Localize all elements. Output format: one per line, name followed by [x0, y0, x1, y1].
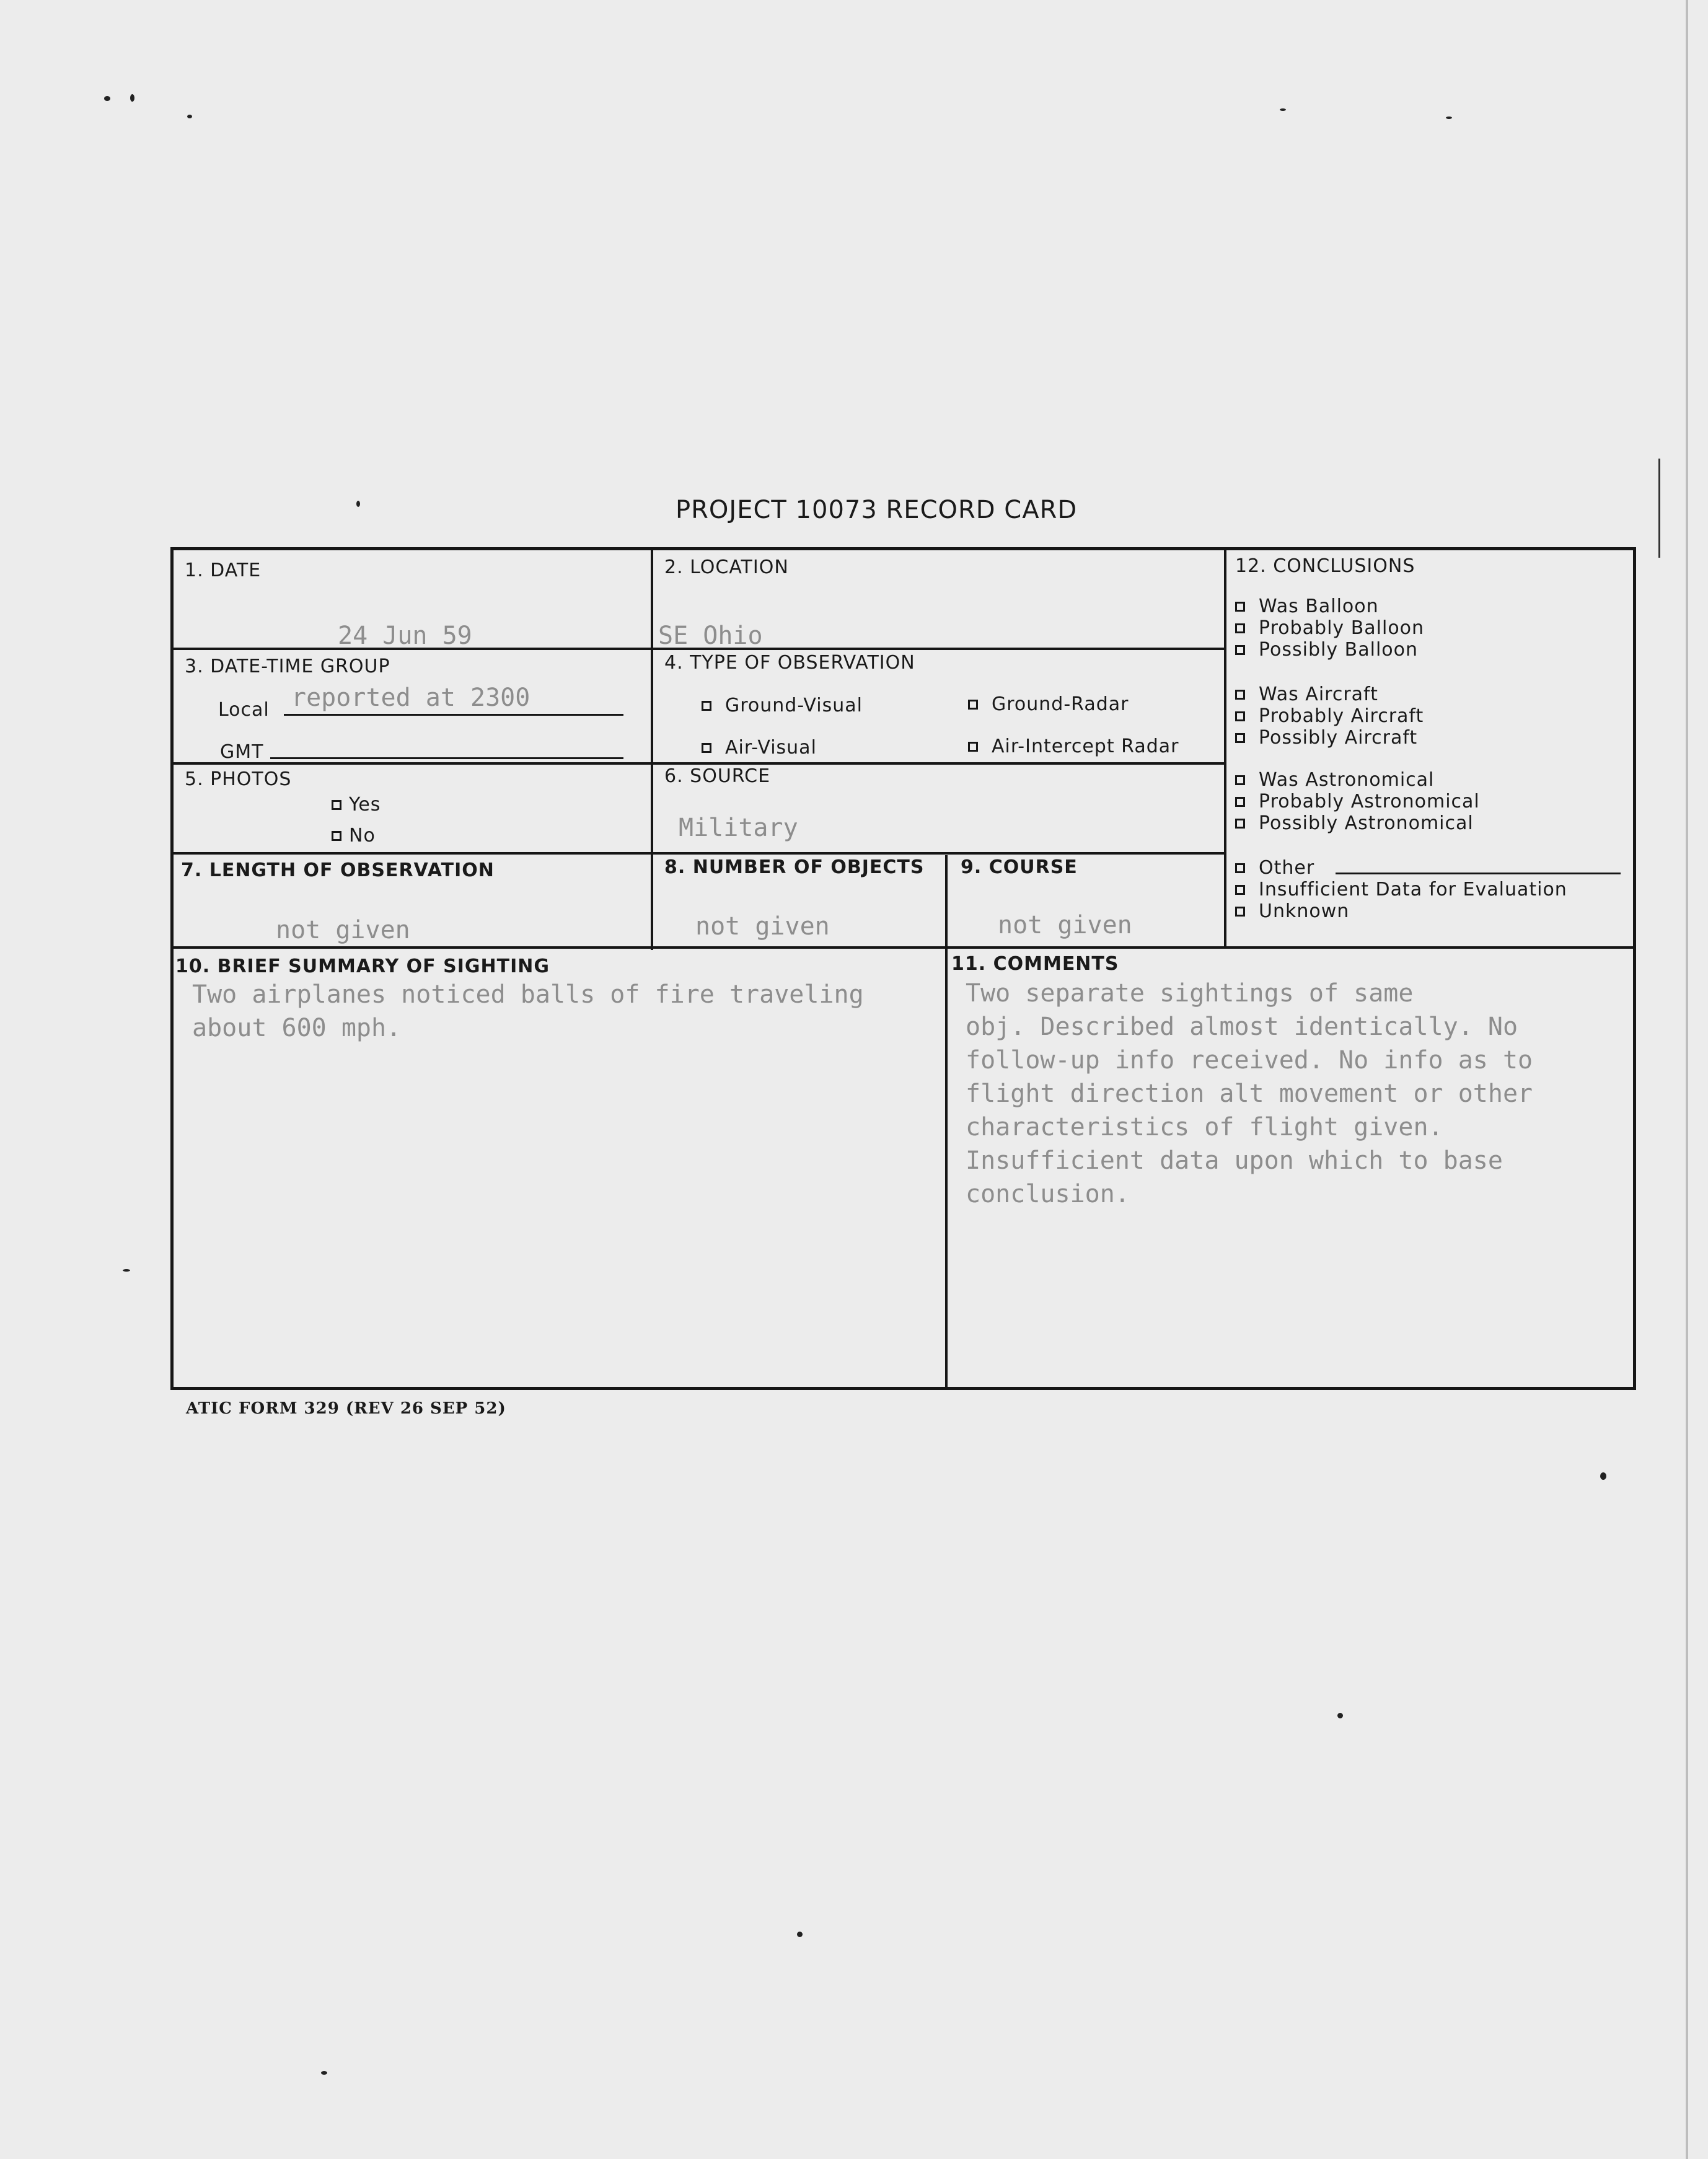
checkbox-icon — [702, 743, 711, 753]
comments-label: 11. COMMENTS — [951, 953, 1119, 975]
conclusion-unknown[interactable]: Unknown — [1235, 900, 1349, 922]
checkbox-icon — [1235, 602, 1245, 612]
conclusion-possibly-balloon[interactable]: Possibly Balloon — [1235, 638, 1418, 661]
scan-speck — [1446, 117, 1452, 119]
comments-text: Two separate sightings of same obj. Described almost identically. No follow-up info received. No info as to flight direction alt movement or other characteristics of flight given. Insufficient data upon which to base conclusion. — [966, 979, 1533, 1208]
gmt-label: GMT — [220, 741, 264, 763]
scan-speck — [1600, 1472, 1606, 1480]
summary-text: Two airplanes noticed balls of fire traveling about 600 mph. — [192, 980, 864, 1042]
conclusion-was-astronomical[interactable]: Was Astronomical — [1235, 768, 1434, 791]
date-value: 24 Jun 59 — [338, 622, 472, 650]
scan-speck — [321, 2071, 327, 2075]
scan-speck — [187, 115, 192, 118]
checkbox-icon — [332, 800, 341, 810]
photos-option-yes[interactable]: Yes — [332, 793, 381, 816]
observation-option-ground-radar[interactable]: Ground-Radar — [968, 693, 1129, 715]
local-label: Local — [218, 699, 270, 721]
grid-line — [945, 855, 948, 1388]
grid-line — [651, 548, 653, 950]
length-of-observation-label: 7. LENGTH OF OBSERVATION — [181, 860, 495, 881]
checkbox-icon — [1235, 819, 1245, 829]
number-of-objects-value: not given — [695, 912, 830, 941]
conclusions-label: 12. CONCLUSIONS — [1235, 555, 1415, 577]
grid-line — [170, 762, 1225, 765]
scan-speck — [104, 96, 110, 101]
conclusion-insufficient-data[interactable]: Insufficient Data for Evaluation — [1235, 878, 1567, 900]
conclusion-possibly-aircraft[interactable]: Possibly Aircraft — [1235, 726, 1417, 749]
scan-edge-line — [1658, 459, 1660, 558]
local-time-value: reported at 2300 — [291, 684, 530, 712]
conclusion-probably-astronomical[interactable]: Probably Astronomical — [1235, 790, 1480, 812]
length-of-observation-value: not given — [276, 916, 410, 944]
checkbox-icon — [332, 831, 341, 841]
checkbox-icon — [1235, 863, 1245, 873]
source-value: Military — [679, 814, 798, 842]
photos-option-no[interactable]: No — [332, 824, 376, 846]
scan-speck — [1280, 108, 1286, 111]
checkbox-icon — [1235, 733, 1245, 743]
checked-checkbox-icon — [1235, 885, 1245, 895]
local-underline — [284, 714, 623, 716]
checkbox-icon — [968, 700, 978, 710]
other-underline — [1336, 873, 1621, 874]
course-value: not given — [998, 911, 1132, 939]
conclusion-other[interactable]: Other — [1235, 856, 1314, 879]
observation-option-air-intercept-radar[interactable]: Air-Intercept Radar — [968, 735, 1179, 757]
date-time-group-label: 3. DATE-TIME GROUP — [185, 656, 390, 677]
grid-line — [170, 852, 1225, 855]
conclusion-probably-aircraft[interactable]: Probably Aircraft — [1235, 705, 1424, 727]
observation-option-ground-visual[interactable]: Ground-Visual — [702, 694, 863, 716]
checkbox-icon — [1235, 645, 1245, 655]
source-label: 6. SOURCE — [664, 765, 771, 787]
checkbox-icon — [1235, 711, 1245, 721]
scan-speck — [130, 94, 134, 102]
checkbox-icon — [1235, 623, 1245, 633]
checkbox-icon — [1235, 690, 1245, 700]
scan-speck — [123, 1269, 130, 1272]
checkbox-icon — [1235, 907, 1245, 917]
scan-edge-line — [1686, 0, 1688, 2159]
scan-speck — [797, 1932, 803, 1937]
scan-speck — [1337, 1713, 1343, 1718]
checkbox-icon — [702, 701, 711, 711]
checkbox-icon — [1235, 775, 1245, 785]
observation-option-air-visual[interactable]: Air-Visual — [702, 736, 817, 759]
photos-label: 5. PHOTOS — [185, 768, 292, 790]
grid-line — [170, 946, 1636, 949]
checkbox-icon — [968, 742, 978, 752]
summary-label: 10. BRIEF SUMMARY OF SIGHTING — [175, 956, 550, 977]
scan-speck — [356, 501, 360, 507]
location-label: 2. LOCATION — [664, 556, 789, 578]
form-id: ATIC FORM 329 (REV 26 SEP 52) — [186, 1399, 506, 1418]
location-value: SE Ohio — [658, 622, 763, 650]
conclusion-possibly-astronomical[interactable]: Possibly Astronomical — [1235, 812, 1474, 834]
grid-line — [1224, 548, 1226, 948]
type-of-observation-label: 4. TYPE OF OBSERVATION — [664, 652, 915, 674]
conclusion-probably-balloon[interactable]: Probably Balloon — [1235, 617, 1424, 639]
number-of-objects-label: 8. NUMBER OF OBJECTS — [664, 856, 925, 878]
card-title: PROJECT 10073 RECORD CARD — [676, 496, 1078, 524]
checkbox-icon — [1235, 797, 1245, 807]
conclusion-was-aircraft[interactable]: Was Aircraft — [1235, 683, 1378, 705]
course-label: 9. COURSE — [961, 856, 1078, 878]
conclusion-was-balloon[interactable]: Was Balloon — [1235, 595, 1379, 617]
gmt-underline — [270, 757, 623, 759]
date-label: 1. DATE — [185, 560, 262, 581]
